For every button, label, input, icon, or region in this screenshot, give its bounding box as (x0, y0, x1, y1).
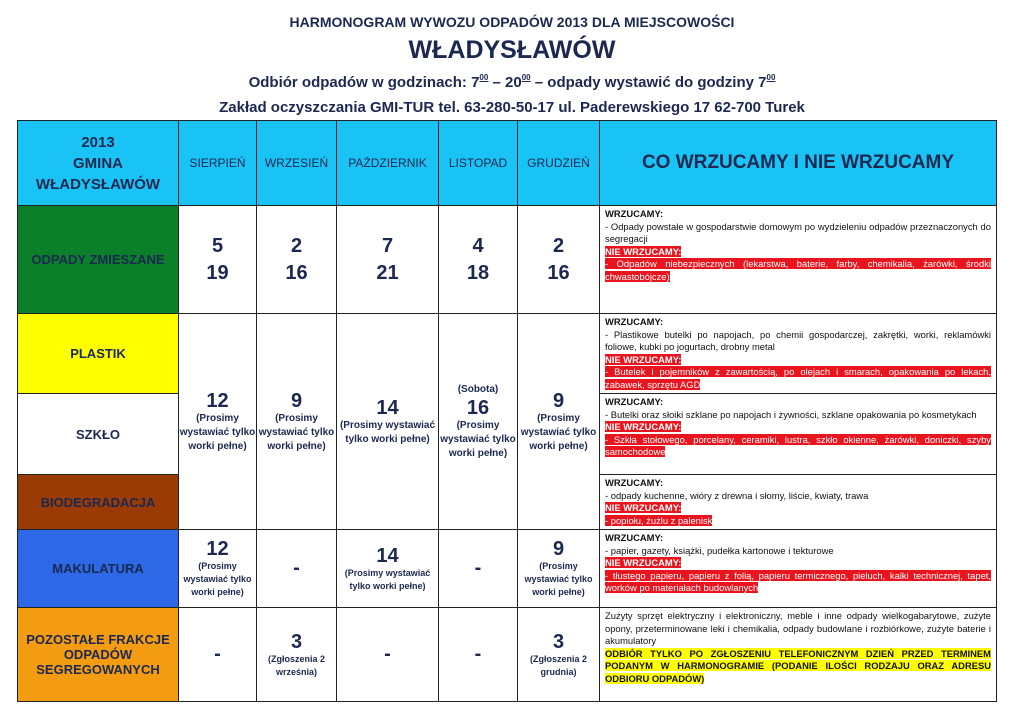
segregated-dec: 9 (Prosimy wystawiać tylko worki pełne) (518, 314, 600, 530)
paper-sep: - (257, 530, 337, 608)
category-bio: BIODEGRADACJA (18, 475, 179, 530)
segregated-aug: 12 (Prosimy wystawiać tylko worki pełne) (179, 314, 257, 530)
segregated-sep: 9 (Prosimy wystawiać tylko worki pełne) (257, 314, 337, 530)
corner-cell: 2013 GMINA WŁADYSŁAWÓW (18, 121, 179, 206)
other-aug: - (179, 608, 257, 702)
info-glass: WRZUCAMY: - Butelki oraz słoiki szklane po napojach i żywności, szklane opakowania po kosmetykach NIE WRZUCAMY: - Szkła stołowego, porcelany, ceramiki, lustra, szkło okienne, żarówki, doniczki, szyby samochodowe (600, 394, 997, 475)
place-title: WŁADYSŁAWÓW (408, 36, 616, 64)
mixed-oct: 7 21 (337, 206, 439, 314)
paper-nov: - (439, 530, 518, 608)
category-other: POZOSTAŁE FRAKCJE ODPADÓW SEGREGOWANYCH (18, 608, 179, 702)
category-mixed: ODPADY ZMIESZANE (18, 206, 179, 314)
info-other: Zużyty sprzęt elektryczny i elektroniczny, meble i inne odpady wielkogabarytowe, zużyte opony, przeterminowane leki i chemikalia, odpady budowlane i rozbiórkowe, zużyte baterie i akumulatory ODBIÓR TYLKO PO ZGŁOSZENIU TELEFONICZNYM DZIEŃ PRZED TERMINEM PODANYM W HARMONOGRAMIE (PODANIE ILOŚCI RODZAJU ORAZ ADRESU ODBIORU ODPADÓW) (600, 608, 997, 702)
month-december: GRUDZIEŃ (518, 121, 600, 206)
month-september: WRZESIEŃ (257, 121, 337, 206)
month-august: SIERPIEŃ (179, 121, 257, 206)
info-mixed: WRZUCAMY: - Odpady powstałe w gospodarstwie domowym po wydzieleniu odpadów przeznaczonych do segregacji NIE WRZUCAMY: - Odpadów niebezpiecznych (lekarstwa, baterie, farby, chemikalia, żarówki, środki chwastobójcze) (600, 206, 997, 314)
doc-title: HARMONOGRAM WYWOZU ODPADÓW 2013 DLA MIEJSCOWOŚCI (289, 14, 735, 30)
mixed-aug: 5 19 (179, 206, 257, 314)
month-october: PAŹDZIERNIK (337, 121, 439, 206)
mixed-dec: 2 16 (518, 206, 600, 314)
month-november: LISTOPAD (439, 121, 518, 206)
paper-aug: 12 (Prosimy wystawiać tylko worki pełne) (179, 530, 257, 608)
mixed-sep: 2 16 (257, 206, 337, 314)
segregated-oct: 14 (Prosimy wystawiać tylko worki pełne) (337, 314, 439, 530)
mixed-nov: 4 18 (439, 206, 518, 314)
category-glass: SZKŁO (18, 394, 179, 475)
other-oct: - (337, 608, 439, 702)
pickup-hours: Odbiór odpadów w godzinach: $7^{00} - 20^{00}$ – odpady wystawić do godziny $7^{00}$ (248, 73, 776, 91)
category-paper: MAKULATURA (18, 530, 179, 608)
info-bio: WRZUCAMY: - odpady kuchenne, wióry z drewna i słomy, liście, kwiaty, trawa NIE WRZUCAMY: - popiołu, żużlu z palenisk (600, 475, 997, 530)
info-header: CO WRZUCAMY I NIE WRZUCAMY (600, 121, 997, 206)
other-nov: - (439, 608, 518, 702)
segregated-nov: (Sobota) 16 (Prosimy wystawiać tylko worki pełne) (439, 314, 518, 530)
category-plastic: PLASTIK (18, 314, 179, 394)
paper-oct: 14 (Prosimy wystawiać tylko worki pełne) (337, 530, 439, 608)
info-paper: WRZUCAMY: - papier, gazety, książki, pudełka kartonowe i tekturowe NIE WRZUCAMY: - tłustego papieru, papieru z folią, papieru termicznego, pieluch, kalki technicznej, tapet, worków po materiałach budowlanych (600, 530, 997, 608)
schedule-table (17, 120, 997, 702)
other-sep: 3 (Zgłoszenia 2 września) (257, 608, 337, 702)
paper-dec: 9 (Prosimy wystawiać tylko worki pełne) (518, 530, 600, 608)
other-dec: 3 (Zgłoszenia 2 grudnia) (518, 608, 600, 702)
company-info: Zakład oczyszczania GMI-TUR tel. 63-280-50-17 ul. Paderewskiego 17 62-700 Turek (219, 99, 805, 116)
info-plastic: WRZUCAMY: - Plastikowe butelki po napojach, po chemii gospodarczej, zakrętki, worki, reklamówki foliowe, kubki po jogurtach, drobny metal NIE WRZUCAMY: - Butelek i pojemników z zawartością, po olejach i smarach, opakowania po lekach, zabawek, sprzętu AGD (600, 314, 997, 394)
